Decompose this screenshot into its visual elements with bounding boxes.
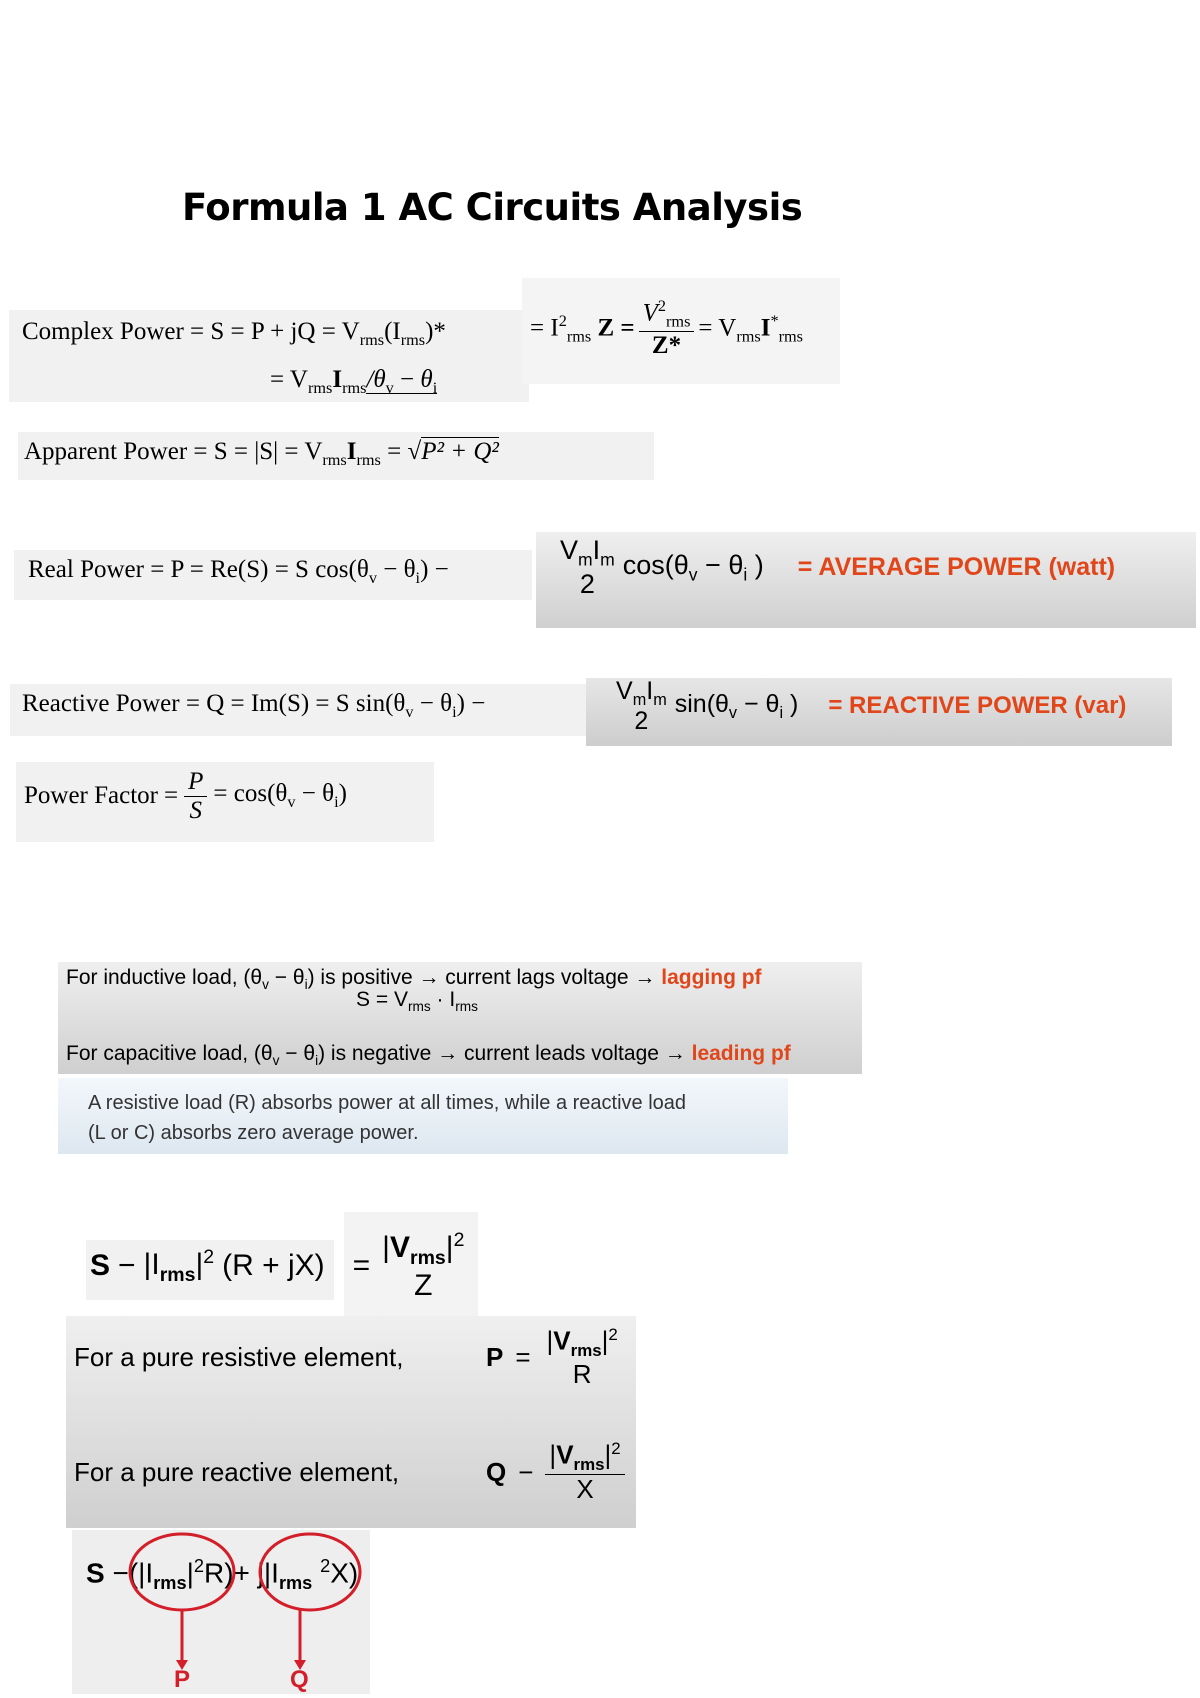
q-circle xyxy=(260,1534,360,1610)
apparent-power-equation: Apparent Power = $S = |S| = V_{rms}I_{rms} = √P^2 + Q^2$ xyxy=(24,438,499,469)
leading-pf-label: leading pf xyxy=(691,1042,791,1065)
s-equation: S − $|I_{rms}|^2$ (R + jX) = $|V_{rms}|^2$ Z xyxy=(90,1229,465,1303)
reactive-power-equation: Reactive Power = Q = Im(S) = S $\sin(\theta_v - \theta_i)$ − xyxy=(22,690,486,721)
pure-resistive-line: For a pure resistive element, P = $|V_{rms}|^2$ R xyxy=(74,1325,618,1390)
reactive-power-label-red: = REACTIVE POWER (var) xyxy=(828,692,1127,720)
power-factor-label: Power Factor xyxy=(24,782,158,809)
p-circle xyxy=(130,1534,234,1610)
resistive-note-text xyxy=(88,1088,686,1148)
real-power-average: $V_mI_m$ 2 $\cos(\theta_v - \theta_i$ ) = AVERAGE POWER (watt) xyxy=(560,535,1116,599)
reactive-power-label: Reactive Power xyxy=(22,690,180,717)
pure-reactive-label: For a pure reactive element, xyxy=(74,1456,400,1487)
q-label: Q xyxy=(290,1666,309,1693)
p-label: P xyxy=(174,1666,191,1693)
real-power-equation: Real Power = P = Re(S) = S $\cos(\theta_v - \theta_i)$ − xyxy=(28,556,449,587)
average-power-label: = AVERAGE POWER (watt) xyxy=(797,553,1116,582)
complex-power-line2: = $V_{rms}I_{rms}/\theta_v - \theta_i$ xyxy=(270,366,438,397)
apparent-power-label: Apparent Power xyxy=(24,438,188,465)
power-factor-equation: Power Factor = $\frac{P}{S}$ = $\cos(\theta_v - \theta_i)$ xyxy=(24,768,347,824)
complex-power-line1: Complex Power = S = P + jQ = $V_{rms}(I_{rms})*$ xyxy=(22,318,446,349)
capacitive-load-line: For capacitive load, $(\theta_v - \theta_i)$ is negative → current leads voltage → leading pf xyxy=(66,1042,791,1069)
complex-power-label: Complex Power xyxy=(22,318,184,345)
pure-resistive-label: For a pure resistive element, xyxy=(74,1342,404,1373)
page-title: Formula 1 AC Circuits Analysis xyxy=(182,186,803,229)
s-equals-vi-line: $S = V_{rms} \cdot I_{rms}$ xyxy=(356,988,478,1015)
inductive-load-line: For inductive load, $(\theta_v - \theta_i)$ is positive → current lags voltage → lagging pf xyxy=(66,966,762,993)
pq-diagram-arrows xyxy=(72,1530,370,1694)
resistive-note-line1: A resistive load (R) absorbs power at all times, while a reactive load xyxy=(88,1092,687,1114)
pure-reactive-line: For a pure reactive element, Q − $\frac{|V_{rms}|^2}{X}$ xyxy=(74,1440,625,1504)
complex-power-alt: = $I^2_{rms}$ Z = $\frac{V^2_{rms}}{Z*}$ = $V_{rms}I^*_{rms}$ xyxy=(530,297,803,360)
reactive-power-value: $V_mI_m$ 2 $\sin(\theta_v - \theta_i$ ) = REACTIVE POWER (var) xyxy=(616,677,1127,736)
pq-equation: $S -(|I_{rms}|^2R)+ j|I_{rms}$ $^2$X) xyxy=(86,1556,359,1593)
real-power-label: Real Power xyxy=(28,556,144,583)
lagging-pf-label: lagging pf xyxy=(661,966,762,989)
resistive-note-line2: (L or C) absorbs zero average power. xyxy=(88,1122,419,1144)
